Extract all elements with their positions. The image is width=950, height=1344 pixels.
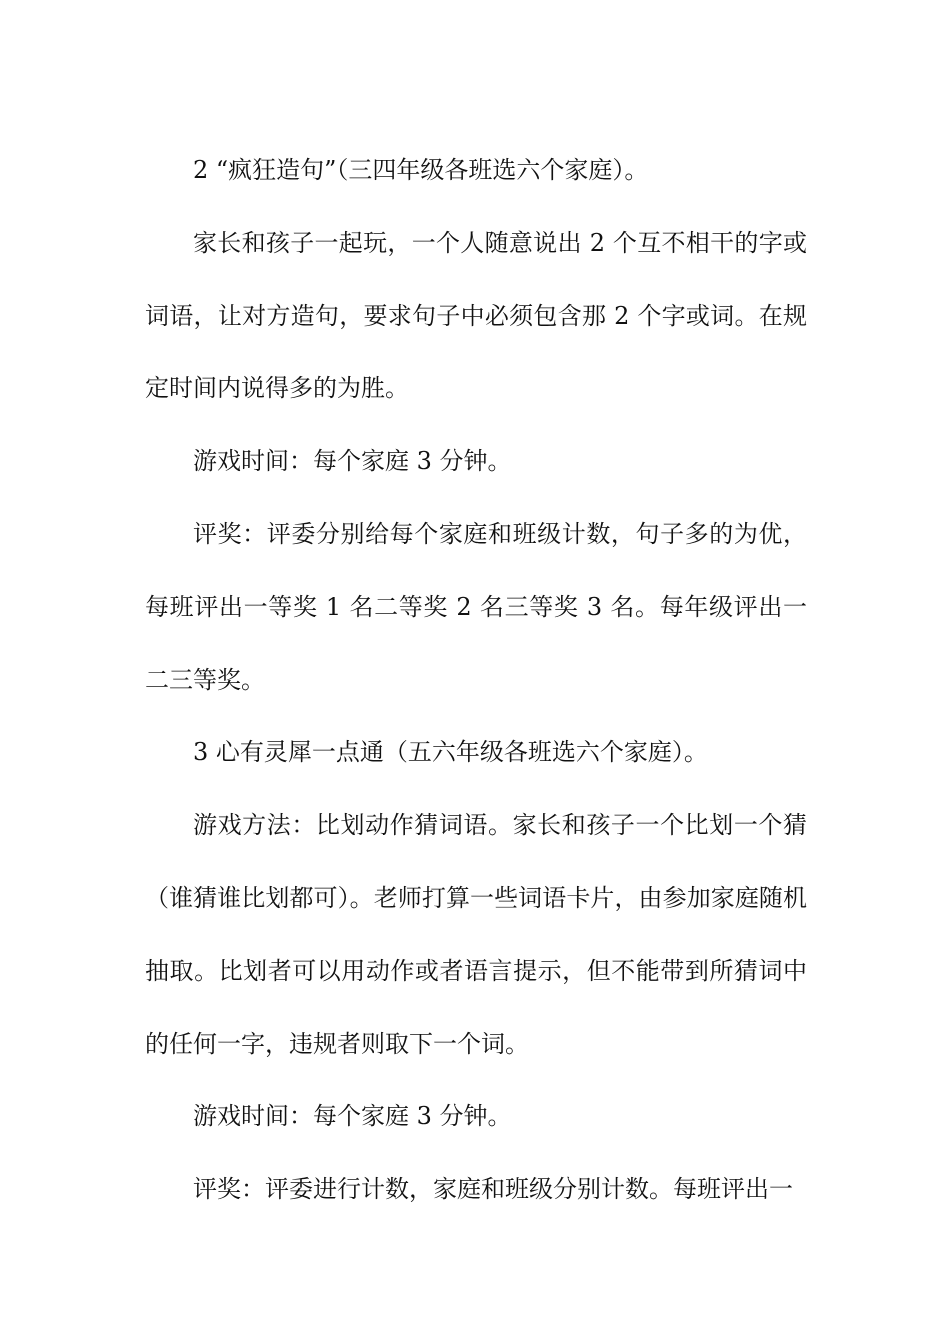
paragraph-game-time-2: 游戏时间：每个家庭 3 分钟。 — [193, 1102, 512, 1131]
paragraph-game-time: 游戏时间：每个家庭 3 分钟。 — [193, 447, 512, 476]
section-heading-telepathy: 3 心有灵犀一点通（五六年级各班选六个家庭）。 — [193, 738, 708, 767]
paragraph-game-rules: 家长和孩子一起玩，一个人随意说出 2 个互不相干的字或词语，让对方造句，要求句子中必须包含那 2 个字或词。在规定时间内说得多的为胜。 — [145, 228, 807, 403]
paragraph-game-method: 游戏方法：比划动作猜词语。家长和孩子一个比划一个猜（谁猜谁比划都可）。老师打算一些词语卡片，由参加家庭随机抽取。比划者可以用动作或者语言提示，但不能带到所猜词中的任何一字，违规者则取下一个词。 — [145, 811, 807, 1058]
paragraph-awards-2: 评奖：评委进行计数，家庭和班级分别计数。每班评出一 — [193, 1175, 793, 1204]
section-heading-crazy-sentences: 2 “疯狂造句”（三四年级各班选六个家庭）。 — [193, 156, 649, 184]
document-body — [145, 134, 807, 1226]
paragraph-awards: 评奖：评委分别给每个家庭和班级计数，句子多的为优，每班评出一等奖 1 名二等奖 2 名三等奖 3 名。每年级评出一二三等奖。 — [145, 519, 807, 694]
